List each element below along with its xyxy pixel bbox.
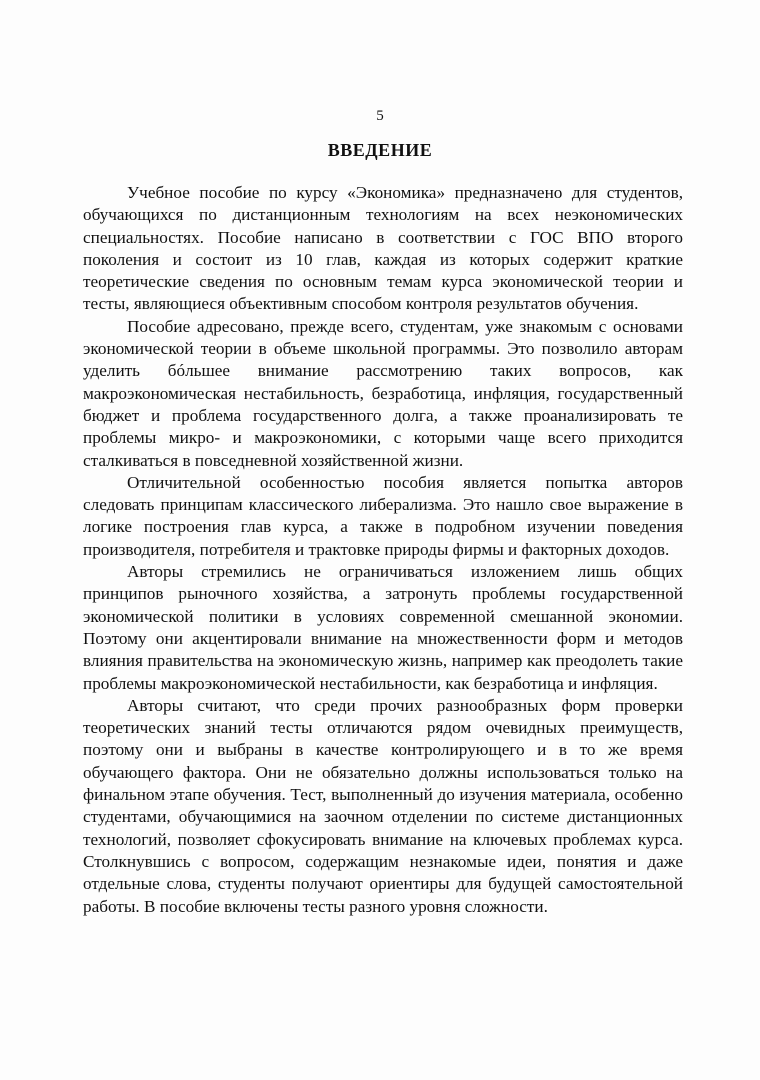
paragraph-1: Учебное пособие по курсу «Экономика» предназначено для студентов, обучающихся по дистанционным технологиям на всех неэкономических специальностях. Пособие написано в соответствии с ГОС ВПО второго поколения и состоит из 10 глав, каждая из которых содержит краткие теоретические сведения по основным темам курса экономической теории и тесты, являющиеся объективным способом контроля результатов обучения. xyxy=(83,183,683,314)
paragraph-3: Отличительной особенностью пособия является попытка авторов следовать принципам классического либерализма. Это нашло свое выражение в логике построения глав курса, а также в подробном изучении поведения производителя, потребителя и трактовке природы фирмы и факторных доходов. xyxy=(83,472,683,559)
paragraph-4: Авторы стремились не ограничиваться изложением лишь общих принципов рыночного хозяйства, а затронуть проблемы государственной экономической политики в условиях современной смешанной экономии. Поэтому они акцентировали внимание на множественности форм и методов влияния правительства на экономическую жизнь, например как преодолеть такие проблемы макроэкономической нестабильности, как безработица и инфляция. xyxy=(83,562,683,693)
section-title: ВВЕДЕНИЕ xyxy=(327,140,433,160)
body-text xyxy=(83,182,683,918)
page-number: 5 xyxy=(376,108,384,124)
paragraph-2: Пособие адресовано, прежде всего, студентам, уже знакомым с основами экономической теории в объеме школьной программы. Это позволило авторам уделить бóльшее внимание рассмотрению таких вопросов, как макроэкономическая нестабильность, безработица, инфляция, государственный бюджет и проблема государственного долга, а также проанализировать те проблемы микро- и макроэкономики, с которыми чаще всего приходится сталкиваться в повседневной хозяйственной жизни. xyxy=(83,316,683,470)
paragraph-5: Авторы считают, что среди прочих разнообразных форм проверки теоретических знаний тесты отличаются рядом очевидных преимуществ, поэтому они и выбраны в качестве контролирующего и в то же время обучающего фактора. Они не обязательно должны использоваться только на финальном этапе обучения. Тест, выполненный до изучения материала, особенно студентами, обучающимися на заочном отделении по системе дистанционных технологий, позволяет сфокусировать внимание на ключевых проблемах курса. Столкнувшись с вопросом, содержащим незнакомые идеи, понятия и даже отдельные слова, студенты получают ориентиры для будущей самостоятельной работы. В пособие включены тесты разного уровня сложности. xyxy=(83,695,683,916)
